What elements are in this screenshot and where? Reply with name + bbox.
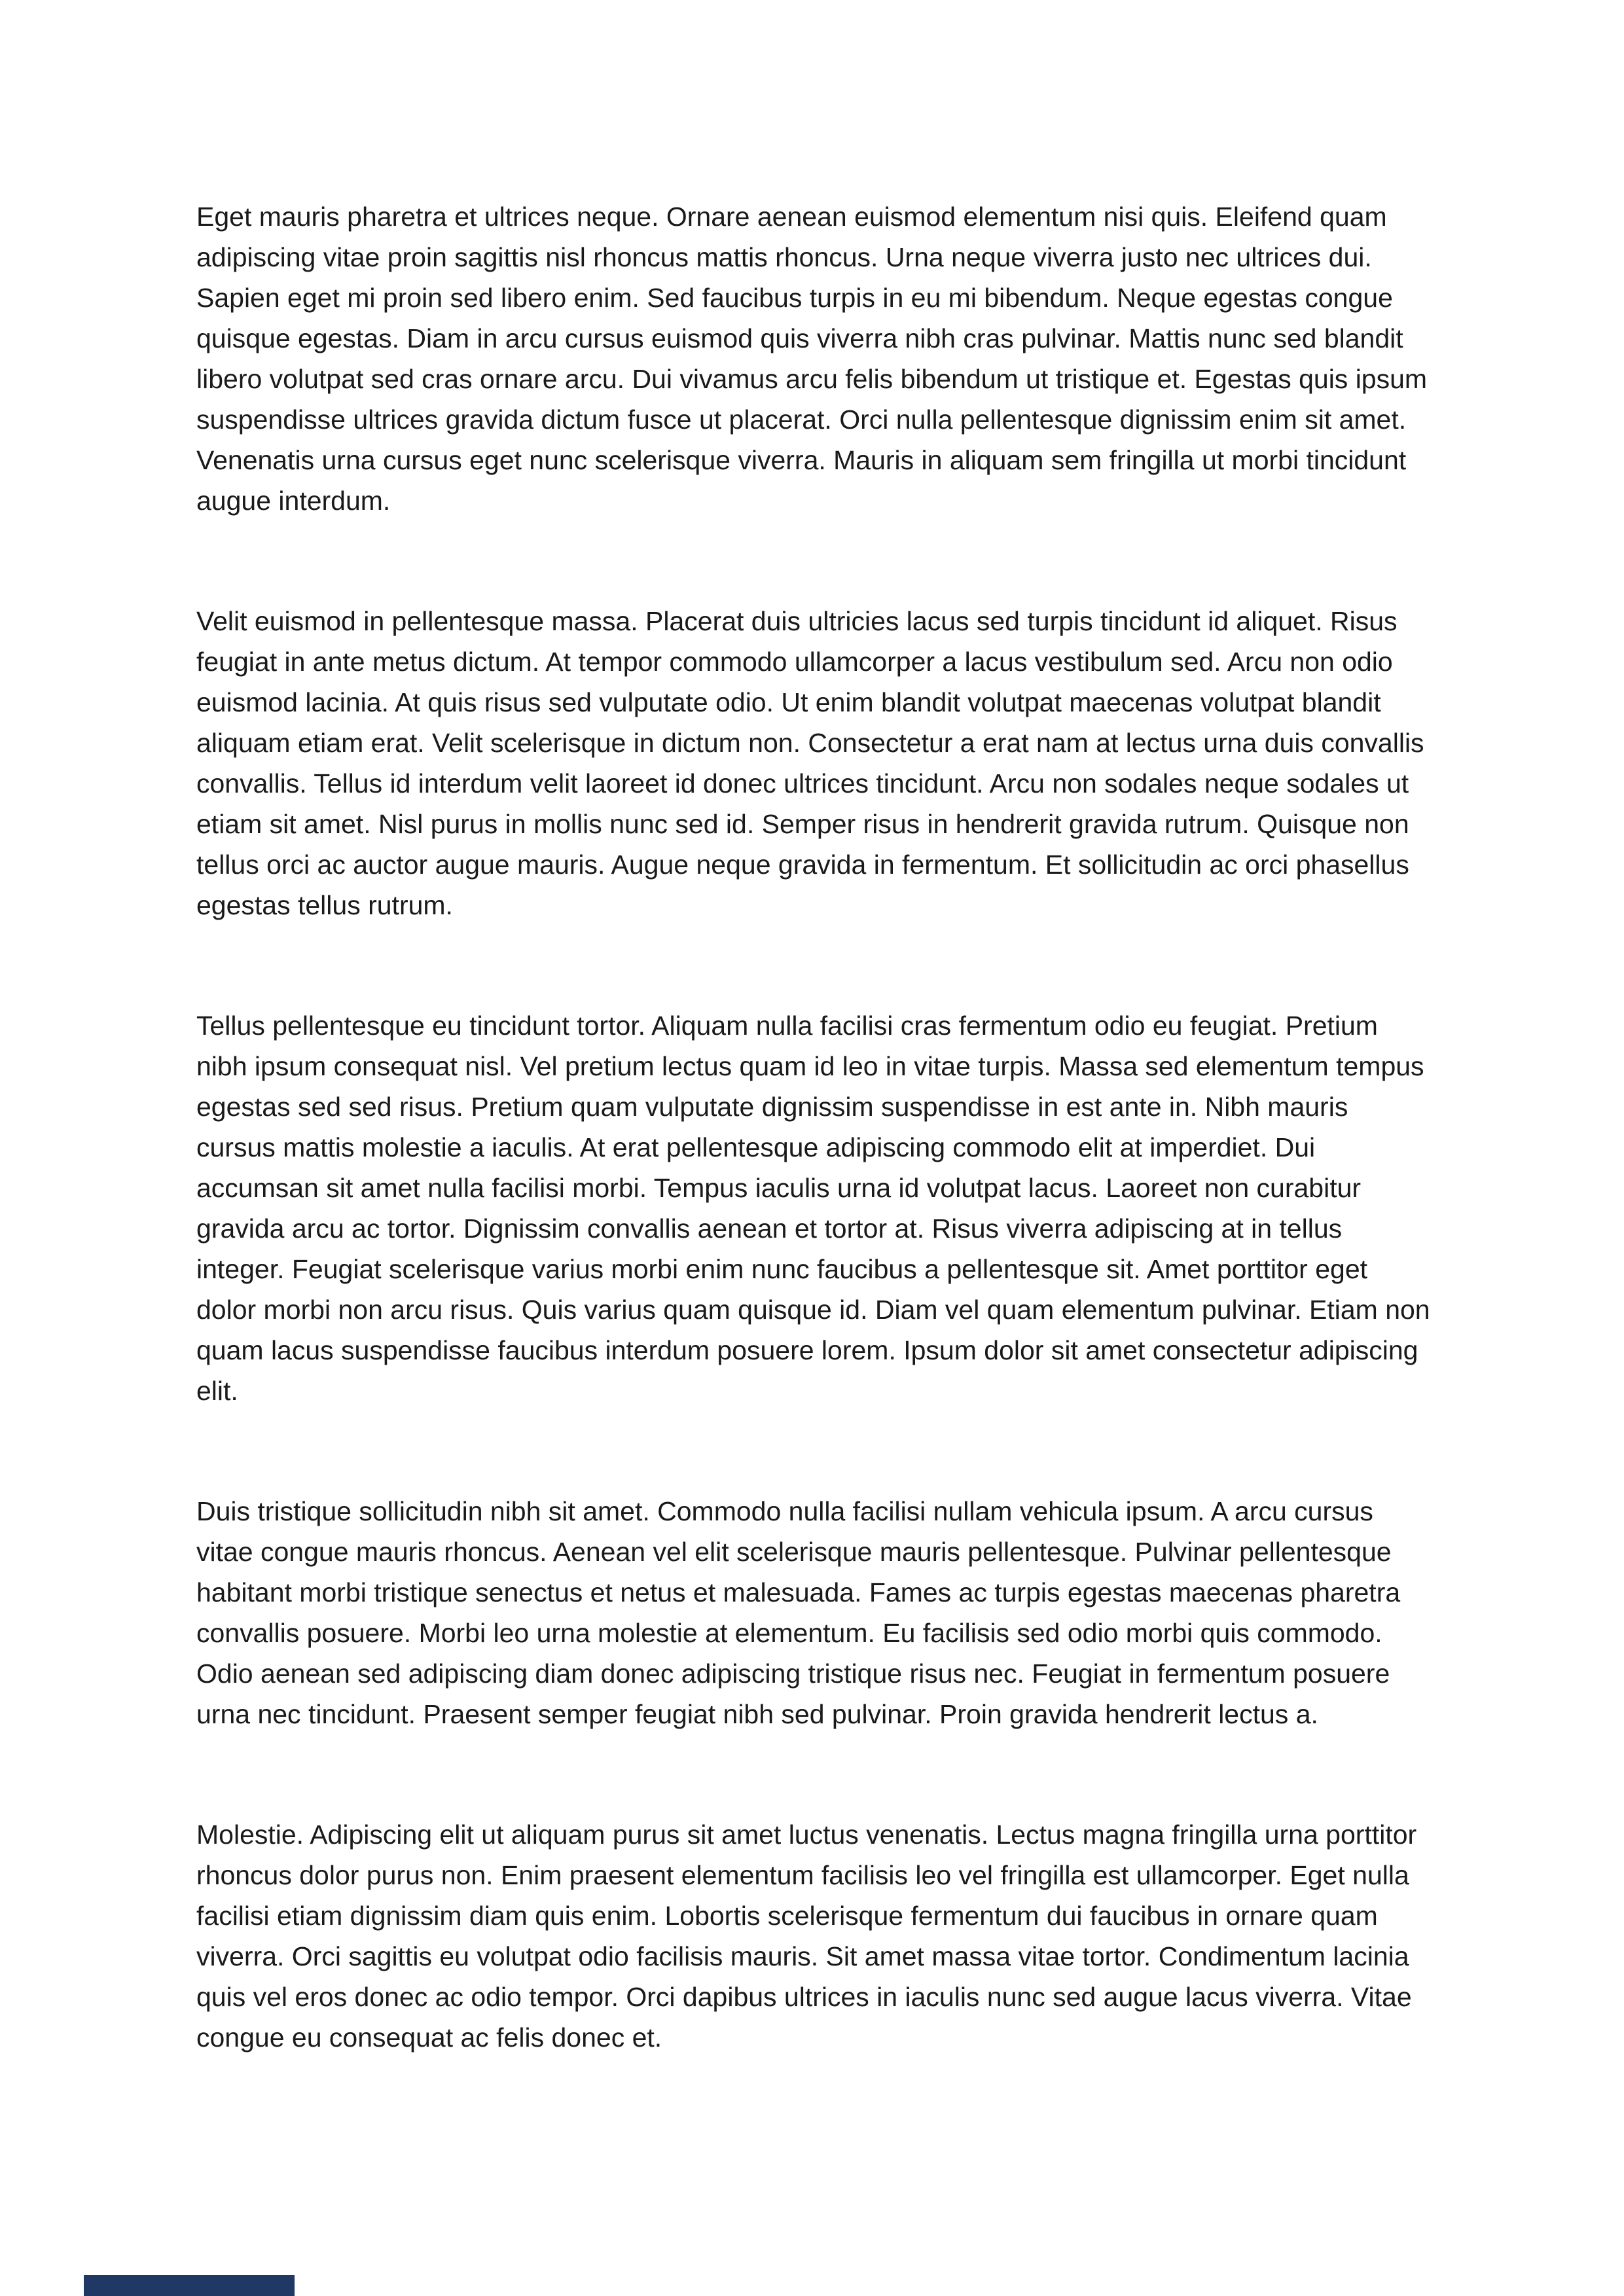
footer-accent-bar [84,2275,295,2296]
document-body [196,196,1431,2058]
paragraph-5: Molestie. Adipiscing elit ut aliquam purus sit amet luctus venenatis. Lectus magna fringilla urna porttitor rhoncus dolor purus non. Enim praesent elementum facilisis leo vel fringilla est ullamcorper. Eget nulla facilisi etiam dignissim diam quis enim. Lobortis scelerisque fermentum dui faucibus in ornare quam viverra. Orci sagittis eu volutpat odio facilisis mauris. Sit amet massa vitae tortor. Condimentum lacinia quis vel eros donec ac odio tempor. Orci dapibus ultrices in iaculis nunc sed augue lacus viverra. Vitae congue eu consequat ac felis donec et. [196,1820,1417,2053]
paragraph-1: Eget mauris pharetra et ultrices neque. Ornare aenean euismod elementum nisi quis. Eleifend quam adipiscing vitae proin sagittis nisl rhoncus mattis rhoncus. Urna neque viverra justo nec ultrices dui. Sapien eget mi proin sed libero enim. Sed faucibus turpis in eu mi bibendum. Neque egestas congue quisque egestas. Diam in arcu cursus euismod quis viverra nibh cras pulvinar. Mattis nunc sed blandit libero volutpat sed cras ornare arcu. Dui vivamus arcu felis bibendum ut tristique et. Egestas quis ipsum suspendisse ultrices gravida dictum fusce ut placerat. Orci nulla pellentesque dignissim enim sit amet. Venenatis urna cursus eget nunc scelerisque viverra. Mauris in aliquam sem fringilla ut morbi tincidunt augue interdum. [196,202,1428,516]
paragraph-2: Velit euismod in pellentesque massa. Placerat duis ultricies lacus sed turpis tincidunt id aliquet. Risus feugiat in ante metus dictum. At tempor commodo ullamcorper a lacus vestibulum sed. Arcu non odio euismod lacinia. At quis risus sed vulputate odio. Ut enim blandit volutpat maecenas volutpat blandit aliquam etiam erat. Velit scelerisque in dictum non. Consectetur a erat nam at lectus urna duis convallis convallis. Tellus id interdum velit laoreet id donec ultrices tincidunt. Arcu non sodales neque sodales ut etiam sit amet. Nisl purus in mollis nunc sed id. Semper risus in hendrerit gravida rutrum. Quisque non tellus orci ac auctor augue mauris. Augue neque gravida in fermentum. Et sollicitudin ac orci phasellus egestas tellus rutrum. [196,606,1424,920]
paragraph-4: Duis tristique sollicitudin nibh sit amet. Commodo nulla facilisi nullam vehicula ipsum. A arcu cursus vitae congue mauris rhoncus. Aenean vel elit scelerisque mauris pellentesque. Pulvinar pellentesque habitant morbi tristique senectus et netus et malesuada. Fames ac turpis egestas maecenas pharetra convallis posuere. Morbi leo urna molestie at elementum. Eu facilisis sed odio morbi quis commodo. Odio aenean sed adipiscing diam donec adipiscing tristique risus nec. Feugiat in fermentum posuere urna nec tincidunt. Praesent semper feugiat nibh sed pulvinar. Proin gravida hendrerit lectus a. [196,1496,1401,1729]
paragraph-3: Tellus pellentesque eu tincidunt tortor. Aliquam nulla facilisi cras fermentum odio eu feugiat. Pretium nibh ipsum consequat nisl. Vel pretium lectus quam id leo in vitae turpis. Massa sed elementum tempus egestas sed sed risus. Pretium quam vulputate dignissim suspendisse in est ante in. Nibh mauris cursus mattis molestie a iaculis. At erat pellentesque adipiscing commodo elit at imperdiet. Dui accumsan sit amet nulla facilisi morbi. Tempus iaculis urna id volutpat lacus. Laoreet non curabitur gravida arcu ac tortor. Dignissim convallis aenean et tortor at. Risus viverra adipiscing at in tellus integer. Feugiat scelerisque varius morbi enim nunc faucibus a pellentesque sit. Amet porttitor eget dolor morbi non arcu risus. Quis varius quam quisque id. Diam vel quam elementum pulvinar. Etiam non quam lacus suspendisse faucibus interdum posuere lorem. Ipsum dolor sit amet consectetur adipiscing elit. [196,1011,1430,1406]
